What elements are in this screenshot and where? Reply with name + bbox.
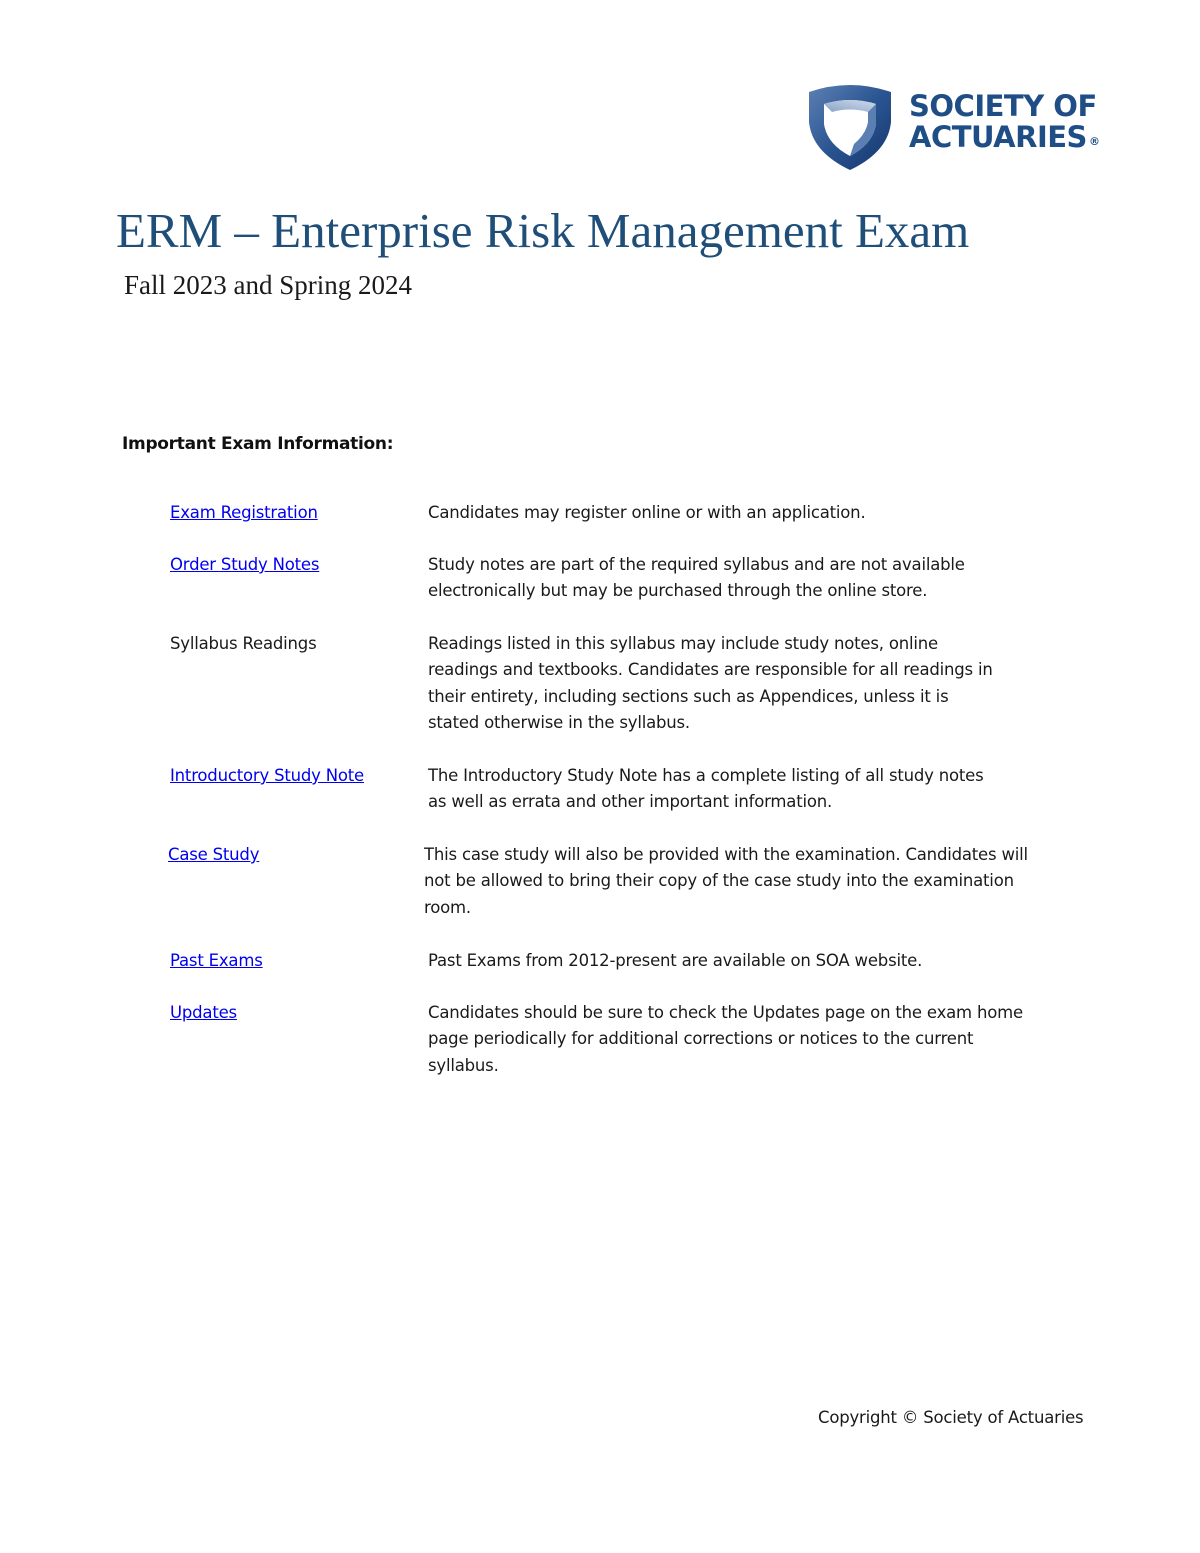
exam-registration-description: Candidates may register online or with an application. — [428, 503, 866, 522]
order-study-notes-description: Study notes are part of the required syllabus and are not available electronically but may be purchased through the online store. — [428, 555, 965, 601]
exam-registration-link[interactable]: Exam Registration — [170, 503, 318, 522]
page-subtitle: Fall 2023 and Spring 2024 — [124, 270, 412, 300]
introductory-study-note-description: The Introductory Study Note has a complete listing of all study notes as well as errata and other important information. — [428, 766, 984, 812]
past-exams-description: Past Exams from 2012-present are available on SOA website. — [428, 951, 923, 970]
order-study-notes-link[interactable]: Order Study Notes — [170, 555, 320, 574]
page-title: ERM – Enterprise Risk Management Exam — [116, 203, 970, 258]
logo-line-2: ACTUARIES ® — [909, 120, 1100, 154]
society-of-actuaries-logo — [806, 82, 1100, 174]
case-study-description: This case study will also be provided with the examination. Candidates will not be allowed to bring their copy of the case study into the examination room. — [424, 845, 1028, 917]
syllabus-readings-description: Readings listed in this syllabus may include study notes, online readings and textbooks. Candidates are responsible for all readings in their entirety, including sections such as Appendices, unless it is stated otherwise in the syllabus. — [428, 634, 993, 733]
important-info-heading: Important Exam Information: — [122, 434, 394, 454]
introductory-study-note-link[interactable]: Introductory Study Note — [170, 766, 365, 785]
logo-line-1: SOCIETY OF — [909, 89, 1097, 123]
logo-wordmark — [909, 91, 1099, 157]
registered-mark: ® — [1088, 135, 1100, 148]
syllabus-readings-label: Syllabus Readings — [170, 634, 317, 653]
case-study-link[interactable]: Case Study — [168, 845, 260, 864]
copyright-footer: Copyright © Society of Actuaries — [818, 1408, 1084, 1427]
updates-description: Candidates should be sure to check the Updates page on the exam home page periodically for additional corrections or notices to the current syllabus. — [428, 1003, 1023, 1075]
updates-link[interactable]: Updates — [170, 1003, 237, 1022]
past-exams-link[interactable]: Past Exams — [170, 951, 263, 970]
shield-logo-icon — [806, 82, 894, 172]
